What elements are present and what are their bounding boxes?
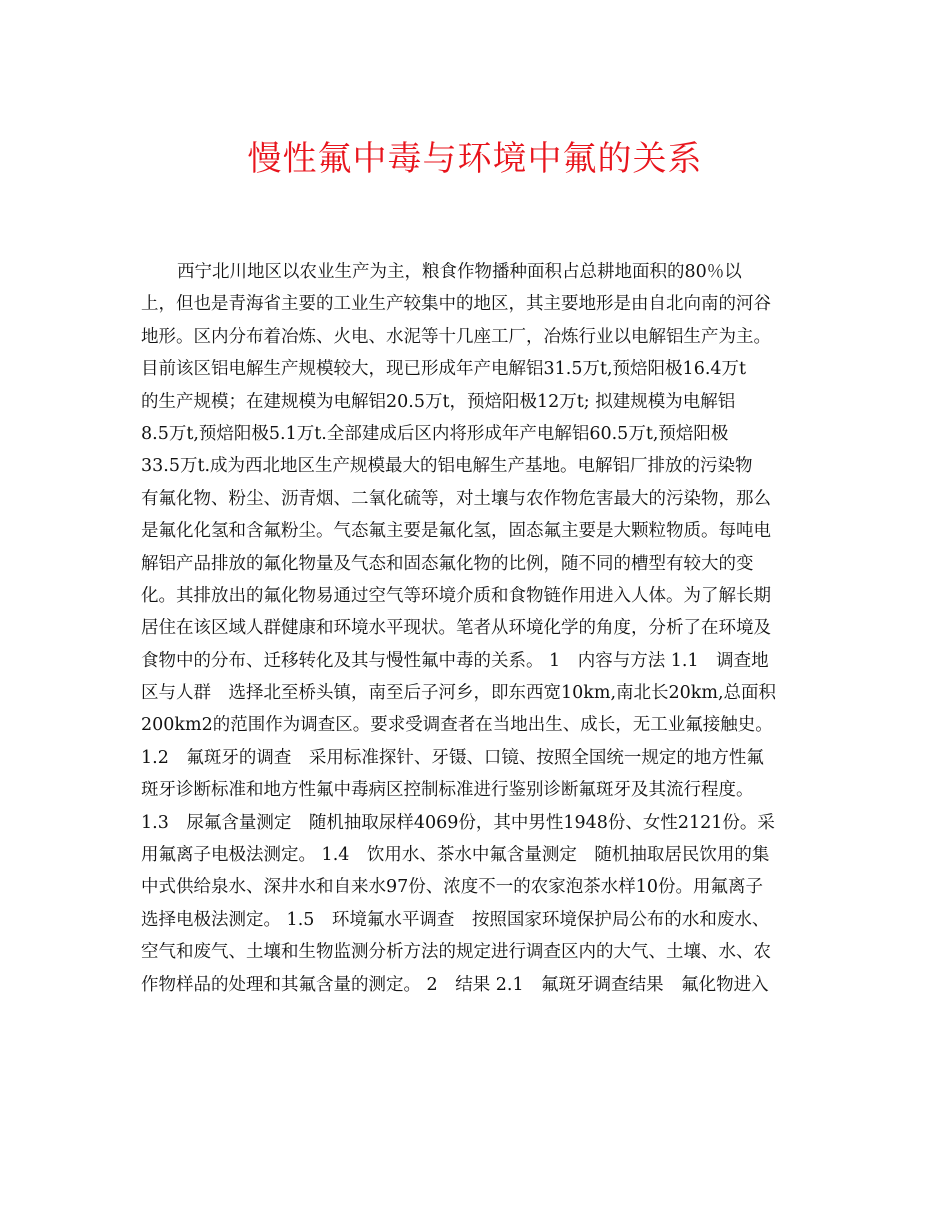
text-line: 目前该区铝电解生产规模较大，现已形成年产电解铝31.5万t,预焙阳极16.4万t bbox=[141, 359, 747, 380]
text-line: 有氟化物、粉尘、沥青烟、二氧化硫等，对土壤与农作物危害最大的污染物，那么 bbox=[141, 488, 771, 509]
text-line: 33.5万t.成为西北地区生产规模最大的铝电解生产基地。电解铝厂排放的污染物 bbox=[141, 456, 753, 477]
text-line: 作物样品的处理和其氟含量的测定。 2 结果 2.1 氟斑牙调查结果 氟化物进入 bbox=[141, 974, 769, 995]
text-line: 1.2 氟斑牙的调查 采用标准探针、牙镊、口镜、按照全国统一规定的地方性氟 bbox=[141, 747, 764, 768]
text-line: 200km2的范围作为调查区。要求受调查者在当地出生、成长，无工业氟接触史。 bbox=[141, 715, 773, 736]
text-line: 化。其排放出的氟化物易通过空气等环境介质和食物链作用进入人体。为了解长期 bbox=[141, 585, 771, 606]
text-line: 中式供给泉水、深井水和自来水97份、浓度不一的农家泡茶水样10份。用氟离子 bbox=[141, 877, 764, 898]
text-line: 居住在该区域人群健康和环境水平现状。笔者从环境化学的角度，分析了在环境及 bbox=[141, 618, 771, 639]
text-line: 空气和废气、土壤和生物监测分析方法的规定进行调查区内的大气、土壤、水、农 bbox=[141, 942, 771, 963]
text-line: 区与人群 选择北至桥头镇，南至后子河乡，即东西宽10km,南北长20km,总面积 bbox=[141, 683, 777, 704]
text-line: 8.5万t,预焙阳极5.1万t.全部建成后区内将形成年产电解铝60.5万t,预焙阳极 bbox=[141, 423, 729, 444]
text-line: 斑牙诊断标准和地方性氟中毒病区控制标准进行鉴别诊断氟斑牙及其流行程度。 bbox=[141, 780, 754, 801]
text-line: 食物中的分布、迁移转化及其与慢性氟中毒的关系。 1 内容与方法 1.1 调查地 bbox=[141, 650, 769, 671]
text-line: 地形。区内分布着冶炼、火电、水泥等十几座工厂，冶炼行业以电解铝生产为主。 bbox=[141, 326, 771, 347]
text-line: 是氟化化氢和含氟粉尘。气态氟主要是氟化氢，固态氟主要是大颗粒物质。每吨电 bbox=[141, 521, 771, 542]
text-line: 上，但也是青海省主要的工业生产较集中的地区，其主要地形是由自北向南的河谷 bbox=[141, 294, 771, 315]
text-line: 西宁北川地区以农业生产为主，粮食作物播种面积占总耕地面积的80％以 bbox=[177, 262, 742, 282]
text-line: 1.3 尿氟含量测定 随机抽取尿样4069份，其中男性1948份、女性2121份。采 bbox=[141, 812, 775, 833]
text-line: 解铝产品排放的氟化物量及气态和固态氟化物的比例，随不同的槽型有较大的变 bbox=[141, 553, 754, 574]
text-line: 选择电极法测定。 1.5 环境氟水平调查 按照国家环境保护局公布的水和废水、 bbox=[141, 909, 770, 930]
text-line: 的生产规模；在建规模为电解铝20.5万t，预焙阳极12万t; 拟建规模为电解铝 bbox=[141, 391, 736, 412]
text-line: 用氟离子电极法测定。 1.4 饮用水、茶水中氟含量测定 随机抽取居民饮用的集 bbox=[141, 845, 770, 866]
document-title: 慢性氟中毒与环境中氟的关系 bbox=[247, 139, 703, 179]
body-paragraph bbox=[141, 256, 811, 1001]
